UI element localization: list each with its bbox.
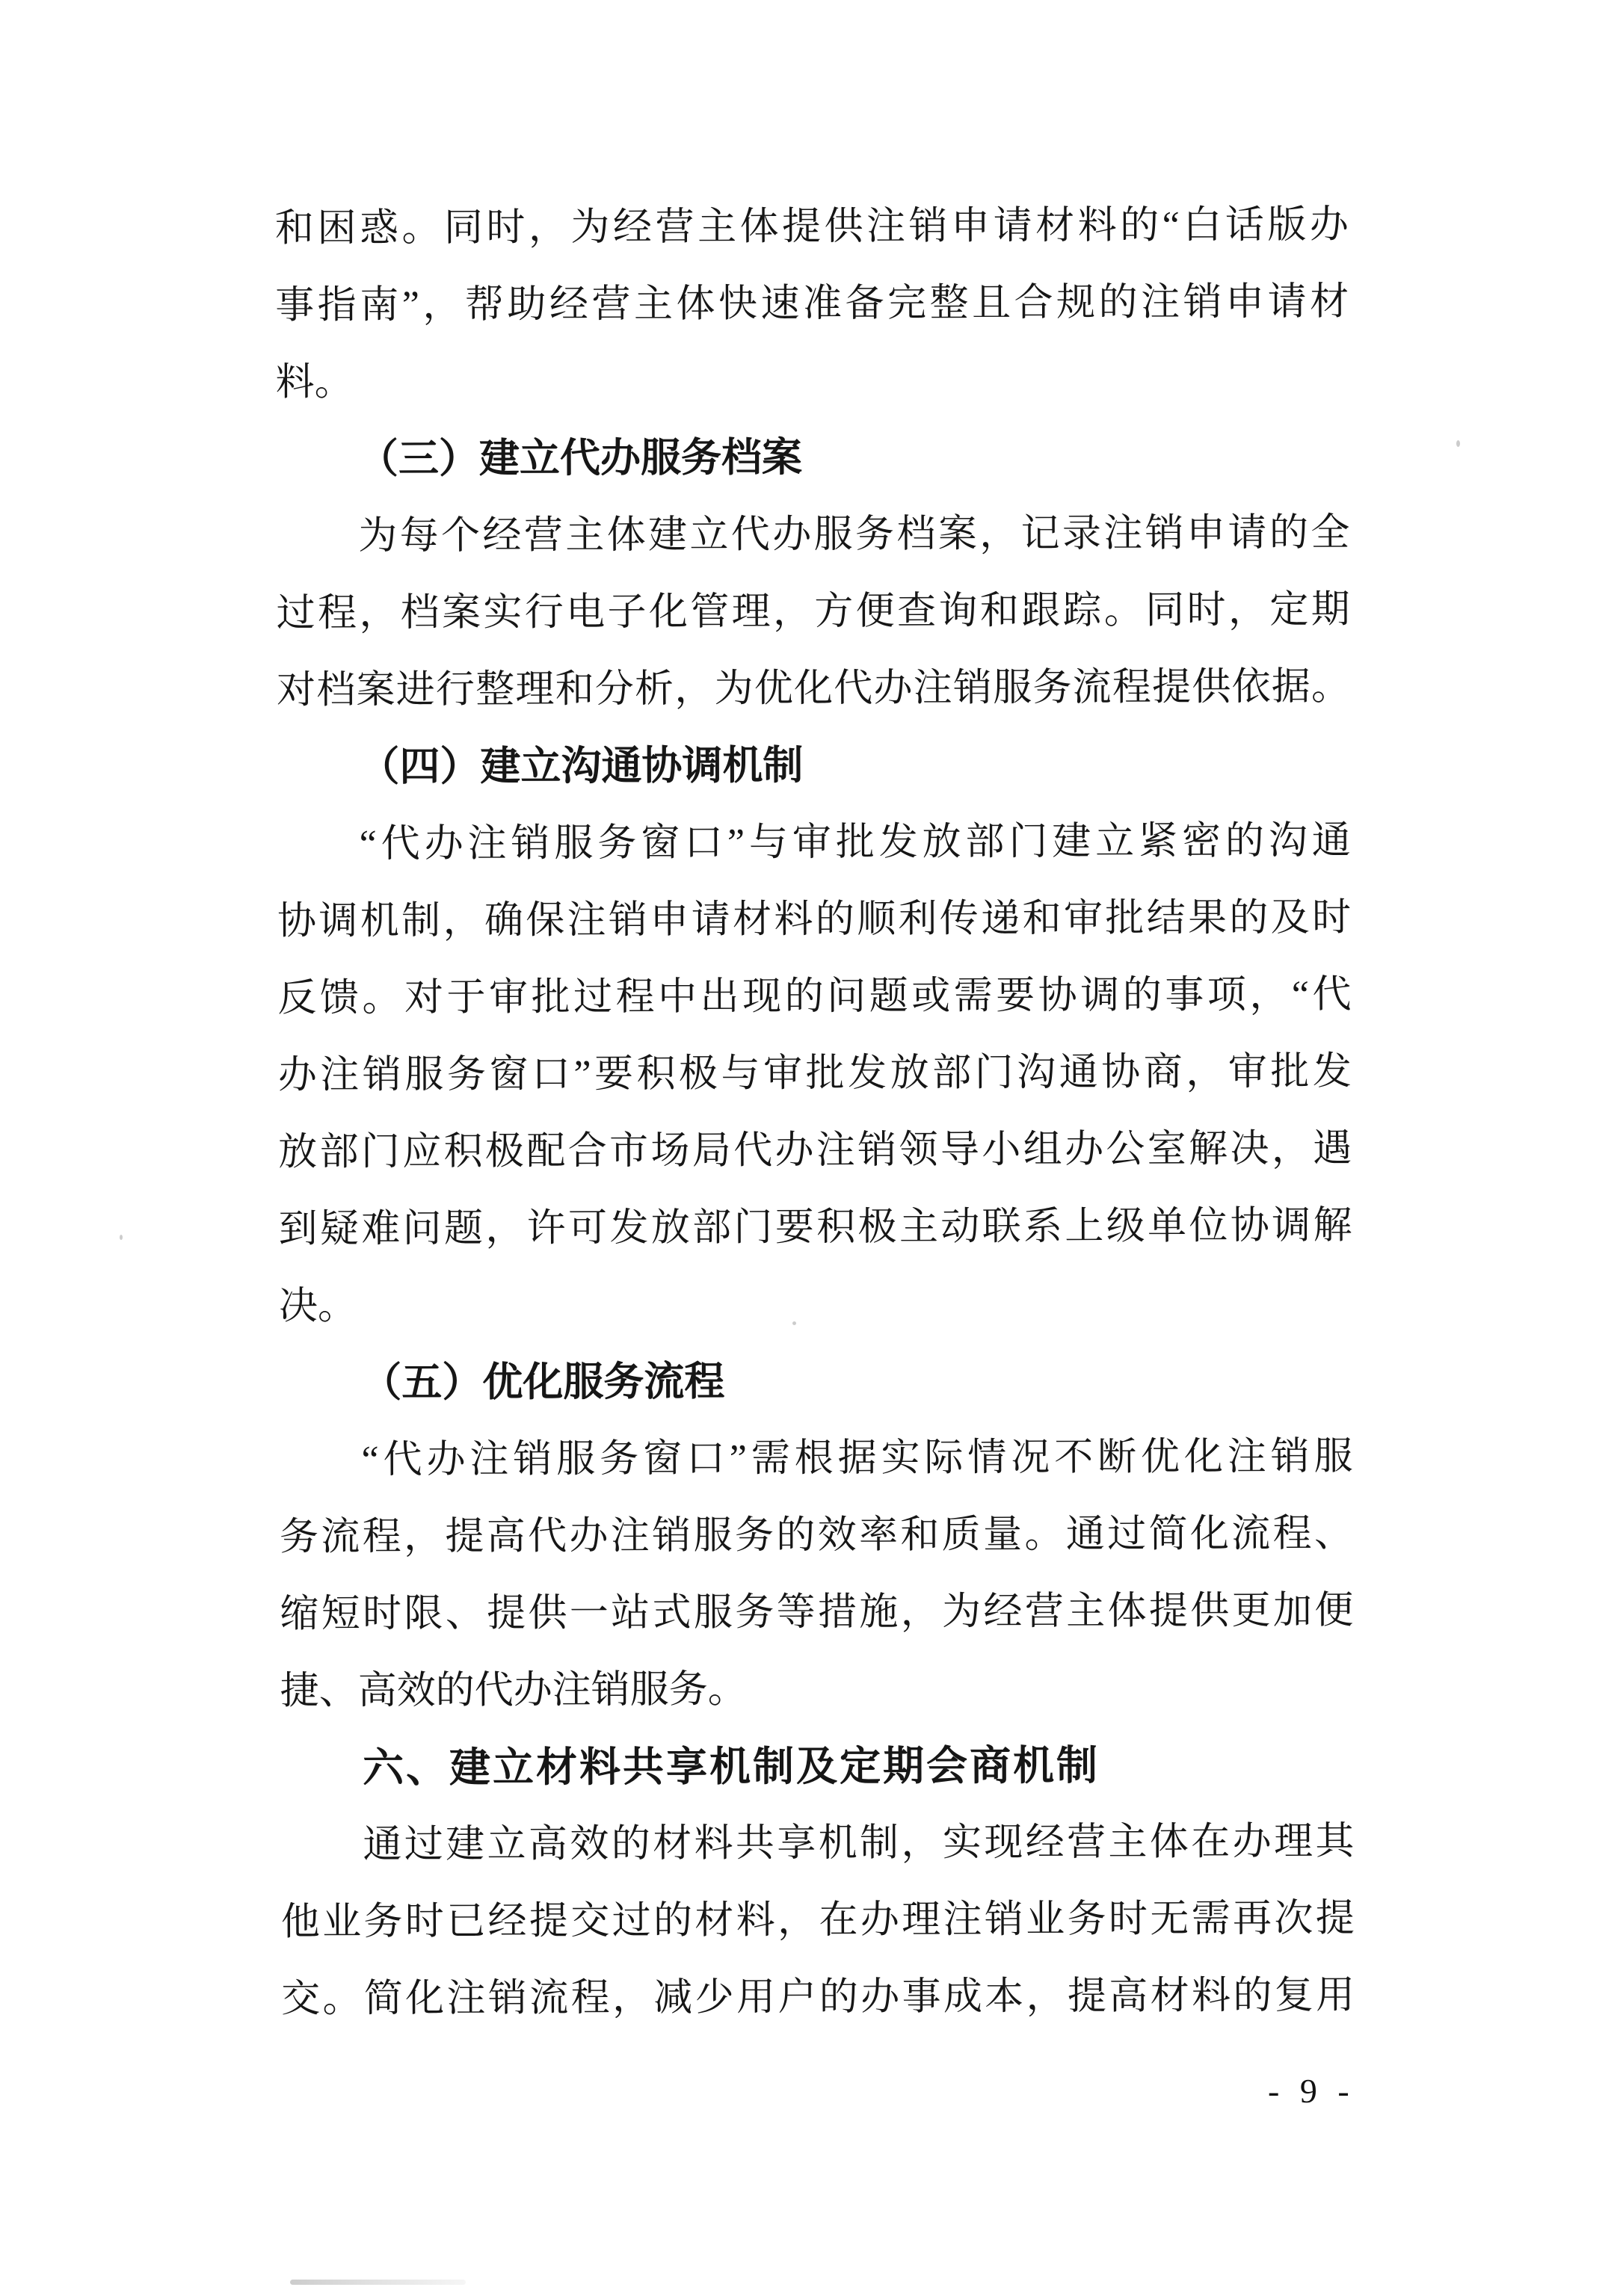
- text-line: 他业务时已经提交过的材料，在办理注销业务时无需再次提: [280, 1897, 1355, 1944]
- text-line: 通过建立高效的材料共享机制，实现经营主体在办理其: [363, 1820, 1355, 1867]
- text-line: 缩短时限、提供一站式服务等措施，为经营主体提供更加便: [280, 1589, 1354, 1636]
- text-line: 料。: [275, 361, 354, 404]
- text-block: [275, 187, 1355, 2038]
- text-line: 决。: [278, 1285, 357, 1328]
- scan-speck: [792, 1321, 796, 1325]
- text-line: 为每个经营主体建立代办服务档案，记录注销申请的全: [358, 511, 1350, 558]
- section-heading: （四）建立沟通协调机制: [359, 743, 804, 790]
- text-line: 过程，档案实行电子化管理，方便查询和跟踪。同时，定期: [276, 588, 1350, 635]
- text-line: “代办注销服务窗口”需根据实际情况不断优化注销服: [361, 1435, 1353, 1482]
- text-line: “代办注销服务窗口”与审批发放部门建立紧密的沟通: [359, 819, 1351, 866]
- scan-speck: [1193, 1133, 1196, 1139]
- text-line: 交。简化注销流程，减少用户的办事成本，提高材料的复用: [281, 1974, 1355, 2021]
- section-heading: （三）建立代办服务档案: [357, 435, 803, 482]
- text-line: 捷、高效的代办注销服务。: [280, 1668, 747, 1713]
- text-line: 协调机制，确保注销申请材料的顺利传递和审批结果的及时: [277, 896, 1352, 943]
- text-line: 到疑难问题，许可发放部门要积极主动联系上级单位协调解: [278, 1204, 1352, 1251]
- scan-speck: [120, 1235, 123, 1240]
- scan-smudge: [290, 2280, 466, 2285]
- text-line: 务流程，提高代办注销服务的效率和质量。通过简化流程、: [279, 1512, 1354, 1559]
- text-line: 对档案进行整理和分析，为优化代办注销服务流程提供依据。: [276, 665, 1351, 712]
- text-line: 办注销服务窗口”要积极与审批发放部门沟通协商，审批发: [277, 1050, 1352, 1097]
- section-heading: 六、建立材料共享机制及定期会商机制: [362, 1741, 1100, 1792]
- section-heading: （五）优化服务流程: [361, 1359, 725, 1406]
- text-line: 反馈。对于审批过程中出现的问题或需要协调的事项，“代: [277, 973, 1352, 1020]
- page-number: - 9 -: [1268, 2072, 1355, 2110]
- text-line: 和困惑。同时，为经营主体提供注销申请材料的“白话版办: [274, 203, 1349, 250]
- scan-speck: [1456, 440, 1460, 447]
- text-line: 放部门应积极配合市场局代办注销领导小组办公室解决，遇: [278, 1127, 1352, 1174]
- text-line: 事指南”，帮助经营主体快速准备完整且合规的注销申请材: [275, 280, 1349, 327]
